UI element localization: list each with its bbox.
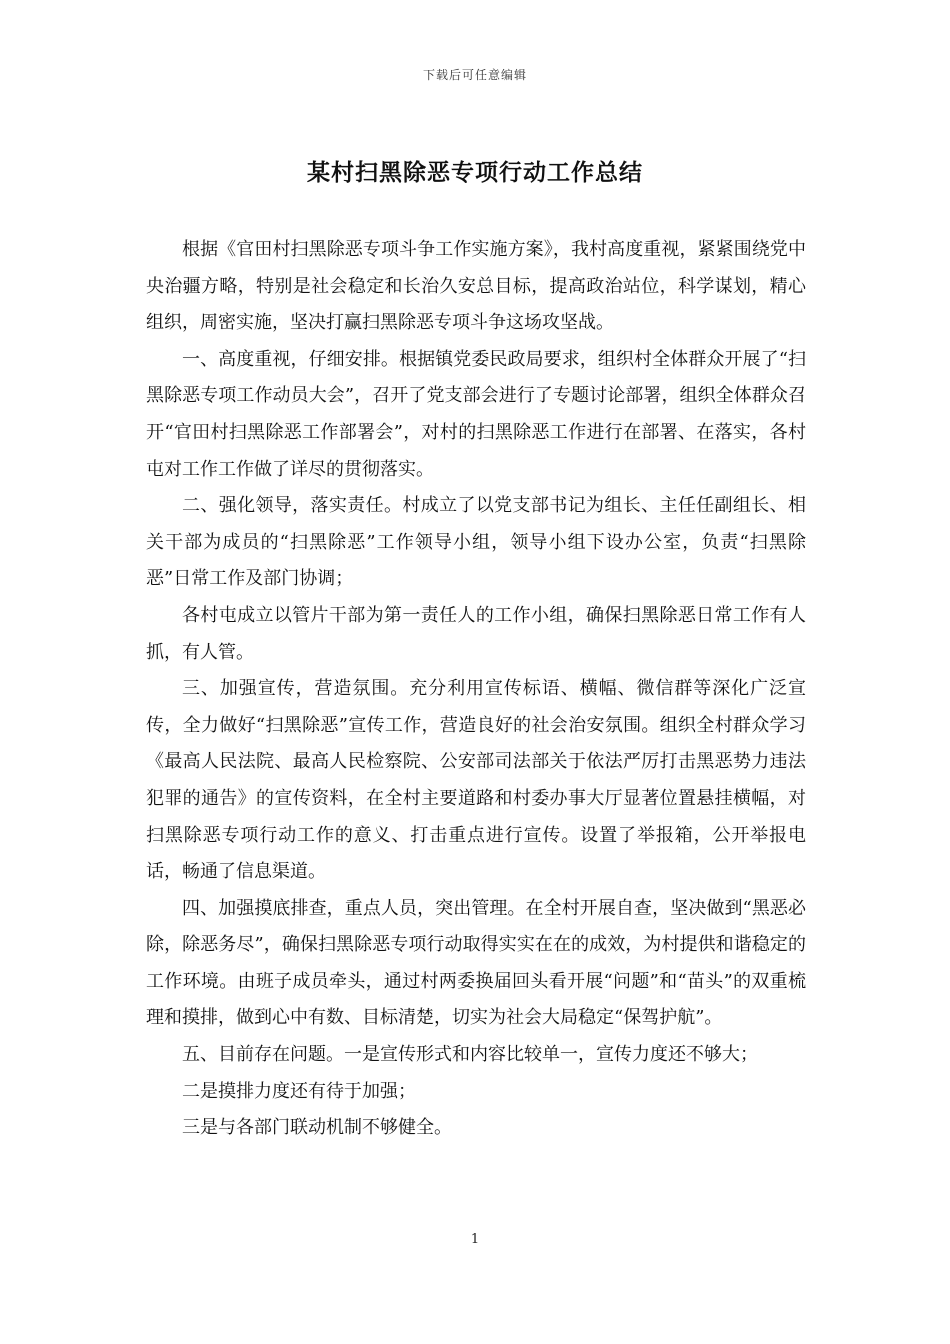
paragraph-section-3: 三、加强宣传，营造氛围。充分利用宣传标语、横幅、微信群等深化广泛宣传，全力做好“扫黑除恶”宣传工作，营造良好的社会治安氛围。组织全村群众学习《最高人民法院、最高人民检察院、公安部司法部关于依法严厉打击黑恶势力违法犯罪的通告》的宣传资料，在全村主要道路和村委办事大厅显著位置悬挂横幅，对扫黑除恶专项行动工作的意义、打击重点进行宣传。设置了举报箱，公开举报电话，畅通了信息渠道。	[146, 678, 806, 883]
page-number: 1	[470, 1232, 480, 1247]
paragraph-section-2: 二、强化领导，落实责任。村成立了以党支部书记为组长、主任任副组长、相关干部为成员的“扫黑除恶”工作领导小组，领导小组下设办公室，负责“扫黑除恶”日常工作及部门协调；	[146, 495, 806, 590]
paragraph-issue-2: 二是摸排力度还有待于加强；	[182, 1080, 416, 1102]
paragraph-section-5: 五、目前存在问题。一是宣传形式和内容比较单一，宣传力度还不够大；	[182, 1044, 758, 1066]
paragraph-intro: 根据《官田村扫黑除恶专项斗争工作实施方案》，我村高度重视，紧紧围绕党中央治疆方略，特别是社会稳定和长治久安总目标，提高政治站位，科学谋划，精心组织，周密实施，坚决打赢扫黑除恶专项斗争这场攻坚战。	[146, 239, 806, 334]
paragraph-section-4: 四、加强摸底排查，重点人员，突出管理。在全村开展自查，坚决做到“黑恶必除，除恶务尽”，确保扫黑除恶专项行动取得实实在在的成效，为村提供和谐稳定的工作环境。由班子成员牵头，通过村两委换届回头看开展“问题”和“苗头”的双重梳理和摸排，做到心中有数、目标清楚，切实为社会大局稳定“保驾护航”。	[146, 897, 806, 1029]
document-body	[146, 232, 806, 1147]
paragraph-section-1: 一、高度重视，仔细安排。根据镇党委民政局要求，组织村全体群众开展了“扫黑除恶专项工作动员大会”，召开了党支部会进行了专题讨论部署，组织全体群众召开“官田村扫黑除恶工作部署会”，对村的扫黑除恶工作进行在部署、在落实，各村屯对工作工作做了详尽的贯彻落实。	[146, 348, 806, 480]
document-title: 某村扫黑除恶专项行动工作总结	[307, 159, 643, 186]
paragraph-issue-3: 三是与各部门联动机制不够健全。	[182, 1117, 452, 1139]
header-note: 下载后可任意编辑	[422, 68, 527, 82]
paragraph-section-2-continued: 各村屯成立以管片干部为第一责任人的工作小组，确保扫黑除恶日常工作有人抓，有人管。	[146, 604, 806, 663]
